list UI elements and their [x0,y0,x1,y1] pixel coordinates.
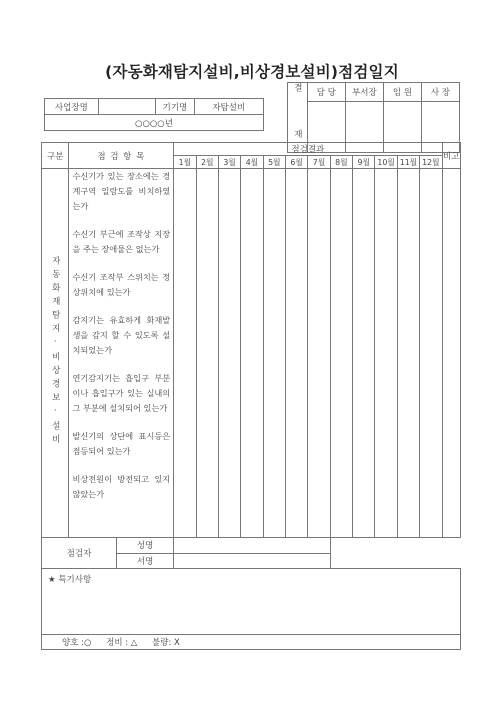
inspection-item: 연기감지기는 흡입구 부분이나 흡입구가 있는 실내의 그 부분에 설치되어 있는가 [72,373,171,413]
month-header: 9월 [353,156,375,169]
inspector-sign-field[interactable] [174,553,331,569]
month-header: 2월 [196,156,218,169]
category-header: 구분 [42,143,69,169]
device-name-label: 기기명 [156,99,194,115]
month-header: 3월 [218,156,240,169]
month-result-cell[interactable] [397,169,419,538]
month-result-cell[interactable] [196,169,218,538]
month-header: 5월 [263,156,285,169]
approval-role: 부서장 [345,83,383,102]
inspection-item: 감지기는 유효하게 화재발생을 감지 할 수 있도록 설치되었는가 [72,315,171,355]
inspector-name-field[interactable] [174,538,331,554]
month-result-cell[interactable] [174,169,196,538]
name-label: 성명 [117,538,174,553]
year-field[interactable]: ○○○○년 [45,115,264,131]
month-result-cell[interactable] [375,169,397,538]
inspection-item: 수신기 부근에 조작상 지장을 주는 장애물은 없는가 [72,229,171,254]
inspection-item: 비상전원이 방전되고 있지 않았는가 [72,474,171,499]
month-header: 12월 [420,156,442,169]
month-header: 8월 [330,156,352,169]
month-result-cell[interactable] [263,169,285,538]
results-header: 점검결과 [174,143,442,156]
items-cell [69,169,174,538]
month-result-cell[interactable] [218,169,240,538]
category-label: 자동화재탐지·비상경보·설비 [50,255,61,448]
inspection-item: 수신기가 있는 장소에는 경계구역 일람도를 비치하였는가 [72,171,171,211]
month-result-cell[interactable] [420,169,442,538]
month-result-cell[interactable] [330,169,352,538]
items-header: 점 검 항 목 [69,143,174,169]
business-name-label: 사업장명 [45,99,99,115]
legend-bad: 불량: X [152,638,180,648]
business-name-value[interactable] [98,99,156,115]
month-result-cell[interactable] [286,169,308,538]
inspection-item: 발신기의 상단에 표시등은 점등되어 있는가 [72,431,171,456]
inspector-subtable [42,538,173,568]
legend-repair: 정비 : △ [106,638,138,648]
remarks-header: 비고 [442,143,460,169]
inspector-label-cell [42,538,174,569]
month-result-cell[interactable] [241,169,263,538]
month-header: 6월 [286,156,308,169]
inspector-label: 점검자 [66,549,92,559]
approval-label: 결 재 [288,83,308,153]
month-header: 7월 [308,156,330,169]
legend-row [42,635,461,650]
inspection-item: 수신기 조작부 스위치는 정상위치에 있는가 [72,272,171,297]
info-table [44,98,264,131]
approval-role: 임 원 [383,83,421,102]
inspection-table [41,142,461,650]
device-name-value[interactable]: 자탐설비 [194,99,263,115]
month-header: 1월 [174,156,196,169]
sign-label: 서명 [117,553,174,568]
notes-label: ★ 특기사항 [48,575,92,585]
remarks-cell[interactable] [442,169,460,538]
approval-role: 사 장 [421,83,459,102]
category-cell [42,169,69,538]
month-header: 10월 [375,156,397,169]
inspector-blank [330,538,460,554]
page-title: (자동화재탐지설비,비상경보설비)점검일지 [105,63,399,81]
month-result-cell[interactable] [308,169,330,538]
month-header: 4월 [241,156,263,169]
notes-area[interactable] [42,569,461,635]
month-result-cell[interactable] [353,169,375,538]
inspector-blank [330,553,460,569]
approval-role: 담 당 [307,83,345,102]
month-header: 11월 [397,156,419,169]
legend-good: 양호 :○ [62,638,92,648]
